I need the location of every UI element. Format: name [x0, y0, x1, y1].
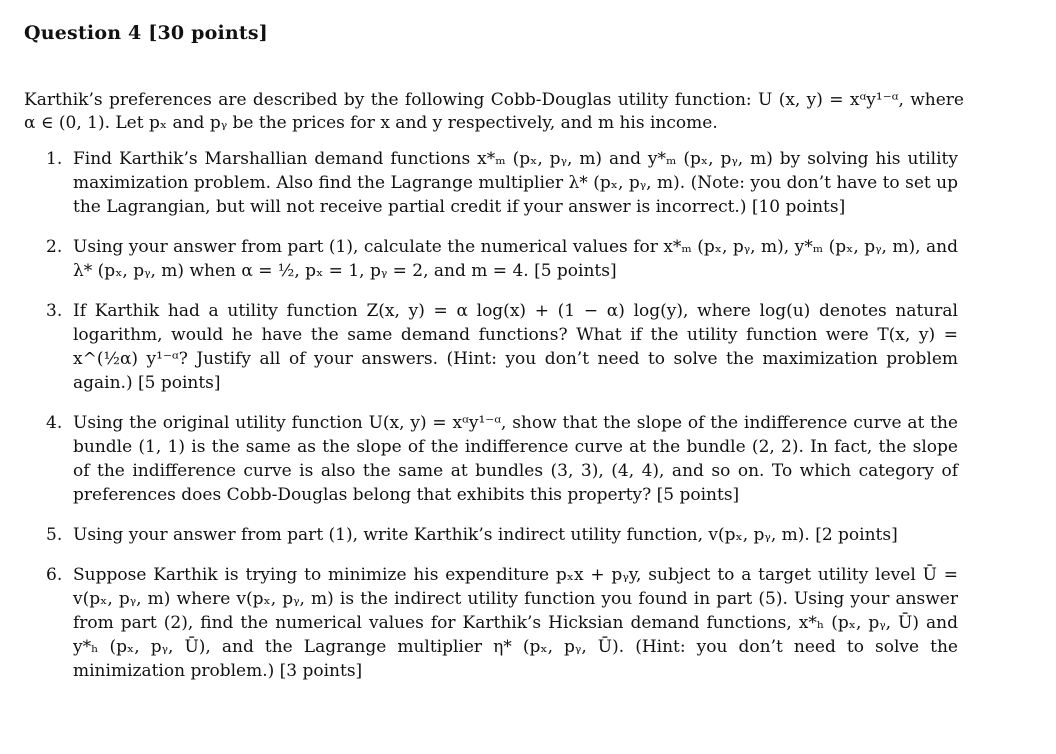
part-text: Using your answer from part (1), calculate the numerical values for x*ₘ (pₓ, pᵧ, m), y*ₘ (pₓ, pᵧ, m), and λ* (pₓ, pᵧ, m) when α = ½, pₓ = 1, pᵧ = 2, and m = 4. [5 points] [73, 237, 958, 281]
part-text: Suppose Karthik is trying to minimize his expenditure pₓx + pᵧy, subject to a target utility level Ū = v(pₓ, pᵧ, m) where v(pₓ, pᵧ, m) is the indirect utility function you found in part (5). Using your answer from part (2), find the numerical values for Karthik’s Hicksian demand functions, x*ₕ (pₓ, pᵧ, Ū) and y*ₕ (pₓ, pᵧ, Ū), and the Lagrange multiplier η* (pₓ, pᵧ, Ū). (Hint: you don’t need to solve the minimization problem.) [3 points] [73, 565, 958, 681]
question-part-4 [46, 411, 958, 507]
question-parts-list [46, 147, 958, 699]
question-part-6 [46, 563, 958, 683]
part-number: 1. [46, 149, 63, 169]
part-number: 6. [46, 565, 63, 585]
part-number: 5. [46, 525, 63, 545]
part-text: Using the original utility function U(x, y) = xᵅy¹⁻ᵅ, show that the slope of the indifference curve at the bundle (1, 1) is the same as the slope of the indifference curve at the bundle (2, 2). In fact, the slope of the indifference curve is also the same at bundles (3, 3), (4, 4), and so on. To which category of preferences does Cobb-Douglas belong that exhibits this property? [5 points] [73, 413, 958, 505]
part-number: 2. [46, 237, 63, 257]
part-text: Using your answer from part (1), write Karthik’s indirect utility function, v(pₓ, pᵧ, m). [2 points] [73, 525, 898, 545]
question-part-1 [46, 147, 958, 219]
part-text: Find Karthik’s Marshallian demand functions x*ₘ (pₓ, pᵧ, m) and y*ₘ (pₓ, pᵧ, m) by solving his utility maximization problem. Also find the Lagrange multiplier λ* (pₓ, pᵧ, m). (Note: you don’t have to set up the Lagrangian, but will not receive partial credit if your answer is incorrect.) [10 points] [73, 149, 958, 217]
question-part-2 [46, 235, 958, 283]
part-number: 3. [46, 301, 63, 321]
part-text: If Karthik had a utility function Z(x, y) = α log(x) + (1 − α) log(y), where log(u) denotes natural logarithm, would he have the same demand functions? What if the utility function were T(x, y) = x^(½α) y¹⁻ᵅ? Justify all of your answers. (Hint: you don’t need to solve the maximization problem again.) [5 points] [73, 301, 958, 393]
question-part-3 [46, 299, 958, 395]
question-title: Question 4 [30 points] [24, 22, 268, 44]
part-number: 4. [46, 413, 63, 433]
question-intro: Karthik’s preferences are described by the following Cobb-Douglas utility function: U (x, y) = xᵅy¹⁻ᵅ, where α ∈ (0, 1). Let pₓ and pᵧ be the prices for x and y respectively, and m his income. [24, 90, 964, 133]
question-part-5 [46, 523, 958, 547]
